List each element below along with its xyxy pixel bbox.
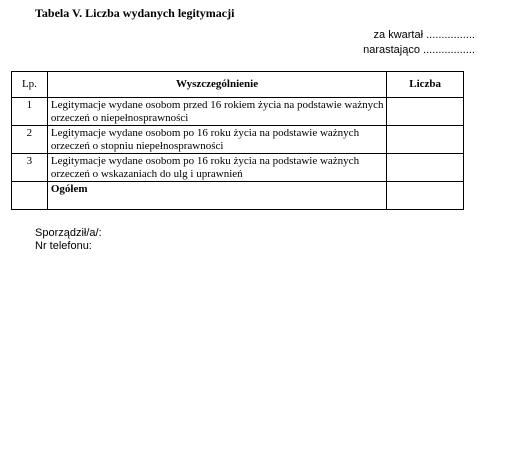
legitimations-table	[11, 71, 464, 210]
total-quantity-cell[interactable]	[387, 182, 464, 210]
row-lp: 2	[12, 126, 48, 154]
row-lp: 1	[12, 98, 48, 126]
row-description: Legitymacje wydane osobom przed 16 rokiem życia na podstawie ważnych orzeczeń o niepełnosprawności	[47, 98, 386, 126]
total-label: Ogółem	[47, 182, 386, 210]
table-row	[12, 98, 464, 126]
row-quantity-cell[interactable]	[387, 98, 464, 126]
phone-label: Nr telefonu:	[35, 240, 92, 252]
row-description: Legitymacje wydane osobom po 16 roku życia na podstawie ważnych orzeczeń o stopniu niepełnosprawności	[47, 126, 386, 154]
row-quantity-cell[interactable]	[387, 126, 464, 154]
header-description: Wyszczególnienie	[47, 72, 386, 98]
total-row	[12, 182, 464, 210]
reporting-period	[363, 28, 475, 58]
row-description: Legitymacje wydane osobom po 16 roku życia na podstawie ważnych orzeczeń o wskazaniach do ulg i uprawnień	[47, 154, 386, 182]
table-row	[12, 154, 464, 182]
table-header-row	[12, 72, 464, 98]
row-lp: 3	[12, 154, 48, 182]
table-row	[12, 126, 464, 154]
quarter-field: za kwartał ................	[373, 29, 475, 41]
row-quantity-cell[interactable]	[387, 154, 464, 182]
header-lp: Lp.	[12, 72, 48, 98]
page-title: Tabela V. Liczba wydanych legitymacji	[35, 6, 235, 20]
signature-block	[35, 227, 102, 253]
total-lp	[12, 182, 48, 210]
prepared-by-label: Sporządził/a/:	[35, 227, 102, 239]
header-quantity: Liczba	[387, 72, 464, 98]
cumulative-field: narastająco .................	[363, 44, 475, 56]
